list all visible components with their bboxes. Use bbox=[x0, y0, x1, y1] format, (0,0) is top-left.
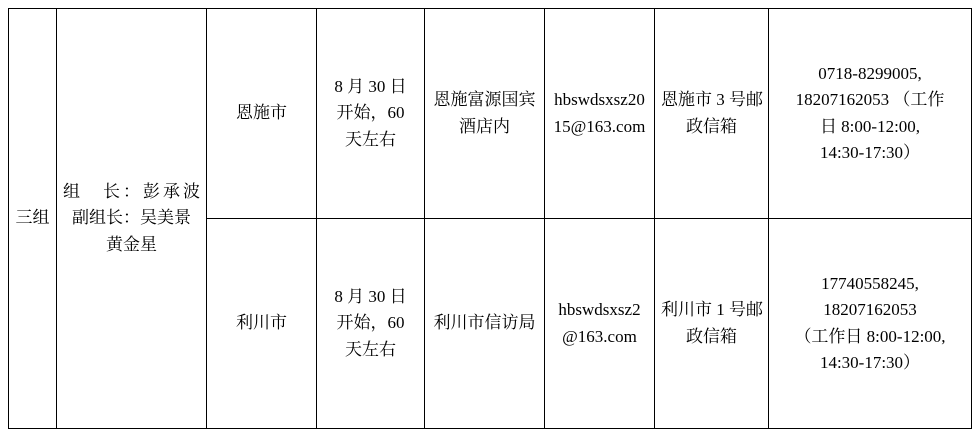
cell-place bbox=[425, 219, 545, 429]
time-line-2: 开始，60 bbox=[336, 313, 405, 333]
leader-line-1: 组 长：彭承波 bbox=[63, 181, 200, 201]
mailbox-line-1: 恩施市 3 号邮 bbox=[661, 90, 763, 110]
cell-mailbox bbox=[655, 9, 769, 219]
phone-line-3: 日 8:00-12:00, bbox=[819, 116, 921, 136]
cell-mailbox bbox=[655, 219, 769, 429]
phone-line-3: （工作日 8:00-12:00, bbox=[794, 326, 946, 346]
time-line-1: 8 月 30 日 bbox=[334, 286, 407, 306]
phone-line-2: 18207162053 bbox=[823, 300, 917, 320]
time-line-3: 天左右 bbox=[345, 339, 396, 359]
document-page bbox=[0, 8, 979, 445]
mailbox-line-2: 政信箱 bbox=[686, 116, 737, 136]
place-line-1: 恩施富源国宾 bbox=[433, 90, 536, 110]
mailbox-line-1: 利川市 1 号邮 bbox=[661, 300, 763, 320]
cell-time bbox=[317, 219, 425, 429]
place-line-1: 利川市信访局 bbox=[433, 313, 536, 333]
time-line-2: 开始，60 bbox=[336, 103, 405, 123]
cell-email: hbswdsxsz2015@163.com bbox=[545, 9, 655, 219]
time-line-1: 8 月 30 日 bbox=[334, 76, 407, 96]
leader-line-3: 黄金星 bbox=[106, 234, 157, 254]
phone-line-1: 0718-8299005, bbox=[818, 63, 922, 83]
cell-time bbox=[317, 9, 425, 219]
mailbox-line-2: 政信箱 bbox=[686, 326, 737, 346]
cell-group-number: 三组 bbox=[9, 9, 57, 429]
phone-line-4: 14:30-17:30） bbox=[819, 352, 921, 372]
cell-place bbox=[425, 9, 545, 219]
phone-line-1: 17740558245, bbox=[821, 273, 919, 293]
cell-phone bbox=[769, 219, 972, 429]
cell-phone bbox=[769, 9, 972, 219]
place-line-2: 酒店内 bbox=[459, 116, 510, 136]
cell-area: 利川市 bbox=[207, 219, 317, 429]
phone-line-4: 14:30-17:30） bbox=[819, 142, 921, 162]
cell-area: 恩施市 bbox=[207, 9, 317, 219]
leader-line-2: 副组长：吴美景 bbox=[72, 208, 191, 228]
phone-line-2: 18207162053 （工作 bbox=[795, 90, 945, 110]
contact-schedule-table bbox=[8, 8, 972, 429]
time-line-3: 天左右 bbox=[345, 129, 396, 149]
table-row bbox=[9, 9, 972, 219]
cell-email: hbswdsxsz2@163.com bbox=[545, 219, 655, 429]
cell-group-leaders bbox=[57, 9, 207, 429]
